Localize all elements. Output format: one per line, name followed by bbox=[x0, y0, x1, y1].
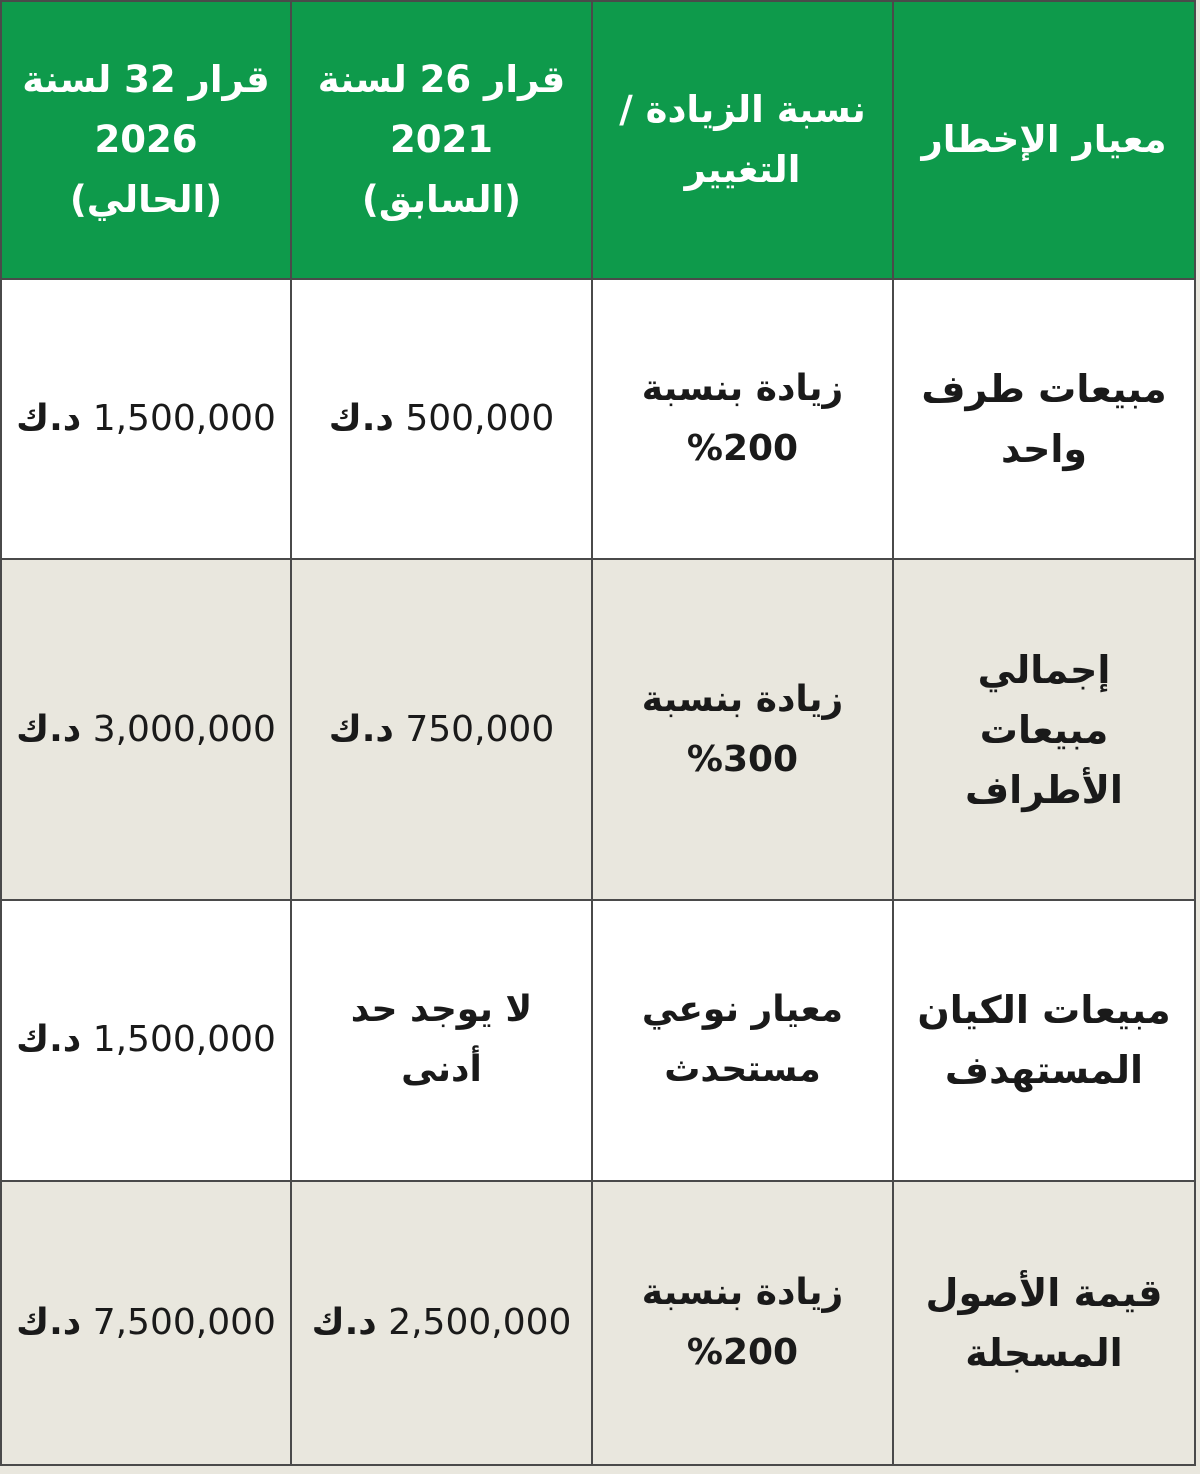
table-row bbox=[1, 279, 1195, 559]
table-row bbox=[1, 900, 1195, 1180]
cell-current: 7,500,000 د.ك bbox=[1, 1181, 291, 1466]
cell-previous: 2,500,000 د.ك bbox=[291, 1181, 592, 1466]
table-row bbox=[1, 1181, 1195, 1466]
cell-criterion: مبيعات طرف واحد bbox=[893, 279, 1195, 559]
cell-change: زيادة بنسبة 200% bbox=[592, 1181, 893, 1466]
table-row bbox=[1, 559, 1195, 900]
cell-change: معيار نوعي مستحدث bbox=[592, 900, 893, 1180]
table-header-row bbox=[1, 1, 1195, 279]
cell-previous: 500,000 د.ك bbox=[291, 279, 592, 559]
cell-current: 1,500,000 د.ك bbox=[1, 279, 291, 559]
cell-criterion: مبيعات الكيان المستهدف bbox=[893, 900, 1195, 1180]
header-current-decision: قرار 32 لسنة 2026 (الحالي) bbox=[1, 1, 291, 279]
cell-criterion: قيمة الأصول المسجلة bbox=[893, 1181, 1195, 1466]
cell-current: 1,500,000 د.ك bbox=[1, 900, 291, 1180]
header-previous-decision: قرار 26 لسنة 2021 (السابق) bbox=[291, 1, 592, 279]
cell-previous: 750,000 د.ك bbox=[291, 559, 592, 900]
cell-current: 3,000,000 د.ك bbox=[1, 559, 291, 900]
cell-change: زيادة بنسبة 200% bbox=[592, 279, 893, 559]
cell-previous: لا يوجد حد أدنى bbox=[291, 900, 592, 1180]
cell-change: زيادة بنسبة 300% bbox=[592, 559, 893, 900]
header-change: نسبة الزيادة / التغيير bbox=[592, 1, 893, 279]
header-criterion: معيار الإخطار bbox=[893, 1, 1195, 279]
cell-criterion: إجمالي مبيعات الأطراف bbox=[893, 559, 1195, 900]
